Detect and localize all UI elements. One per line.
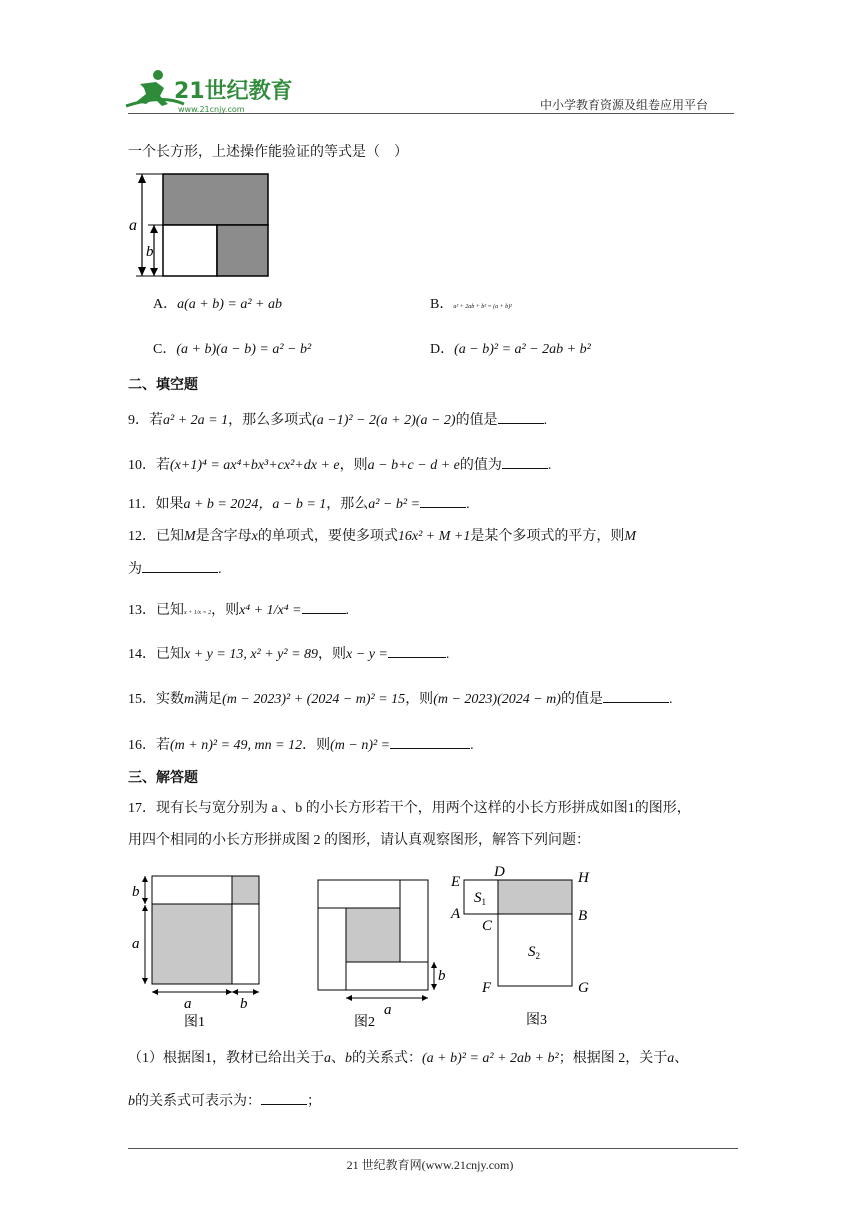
option-c[interactable]: C．(a + b)(a − b) = a² − b² [153,342,312,357]
question-13: 13．已知x + 1/x = 2，则x⁴ + 1/x⁴ = . [128,603,350,618]
q17-part1-line2: b的关系式可表示为： ； [128,1094,321,1109]
fig-label-b: b [146,244,154,260]
svg-text:C: C [482,918,493,934]
svg-text:B: B [578,908,588,924]
fig3-caption: 图3 [526,1013,547,1028]
question-16: 16．若(m + n)² = 49, mn = 12．则(m − n)² = . [128,738,474,753]
answer-blank[interactable] [390,736,470,749]
header-divider [128,113,734,114]
site-tagline: 中小学教育资源及组卷应用平台 [540,98,709,112]
svg-text:b: b [240,996,248,1012]
question-12-line2: 为 . [128,562,222,577]
question-15: 15．实数m满足(m − 2023)² + (2024 − m)² = 15，则(m − 2023)(2024 − m)的值是 . [128,692,673,707]
footer-text: 21 世纪教育网(www.21cnjy.com) [346,1158,514,1172]
question-10: 10．若(x+1)⁴ = ax⁴+bx³+cx²+dx + e，则a − b+c − d + e的值为 . [128,458,552,473]
svg-text:b: b [438,968,446,984]
svg-text:H: H [578,870,589,886]
option-d[interactable]: D．(a − b)² = a² − 2ab + b² [430,342,591,357]
footer-divider [128,1148,738,1149]
svg-text:A: A [451,906,461,922]
figure-2 [312,876,452,1030]
answer-blank[interactable] [502,456,548,469]
fig1-caption: 图1 [184,1015,205,1030]
question-14: 14．已知x + y = 13, x² + y² = 89，则x − y = . [128,647,450,662]
fig-label-a: a [129,217,137,234]
q8-stem: 一个长方形，上述操作能验证的等式是（ ） [128,145,408,160]
answer-blank[interactable] [498,411,544,424]
logo-url: www.21cnjy.com [178,105,245,114]
option-a[interactable]: A．a(a + b) = a² + ab [153,297,282,312]
svg-text:D: D [494,864,505,880]
option-b[interactable]: B．a² + 2ab + b² = (a + b)² [430,297,512,312]
answer-blank[interactable] [142,560,218,573]
q8-figure [126,168,276,280]
figure-1 [128,872,268,1030]
logo [122,64,292,116]
logo-text: 21世纪教育 [174,79,292,104]
svg-text:S1: $S_1$ [474,890,486,907]
svg-text:a: a [384,1002,392,1018]
question-17-line2: 用四个相同的小长方形拼成图 2 的图形，请认真观察图形，解答下列问题： [128,833,590,848]
svg-text:F: F [482,980,492,996]
question-9: 9．若a² + 2a = 1，那么多项式(a −1)² − 2(a + 2)(a − 2)的值是 . [128,413,548,428]
question-17-line1: 17．现有长与宽分别为 a 、b 的小长方形若干个，用两个这样的小长方形拼成如图1的图形， [128,801,691,816]
question-12-line1: 12．已知M是含字母x的单项式，要使多项式16x² + M +1是某个多项式的平方，则M [128,529,637,544]
section-title-solve: 三、解答题 [128,770,198,786]
answer-blank[interactable] [603,690,669,703]
answer-blank[interactable] [420,495,466,508]
svg-text:G: G [578,980,589,996]
answer-blank[interactable] [302,601,346,614]
answer-blank[interactable] [261,1092,307,1105]
q17-part1-line1: （1）根据图1，教材已给出关于a、b的关系式：(a + b)² = a² + 2ab + b²；根据图 2，关于a、 [128,1051,689,1066]
fig2-caption: 图2 [354,1015,375,1030]
svg-text:a: a [184,996,192,1012]
svg-text:S2: $S_2$ [528,944,540,961]
answer-blank[interactable] [388,645,446,658]
figure-3 [446,860,596,1030]
svg-text:E: E [451,874,461,890]
question-11: 11．如果a + b = 2024，a − b = 1，那么a² − b² = . [128,497,470,512]
svg-text:a: a [132,936,140,952]
section-title-fill-blank: 二、填空题 [128,377,198,393]
svg-text:b: b [132,884,140,900]
